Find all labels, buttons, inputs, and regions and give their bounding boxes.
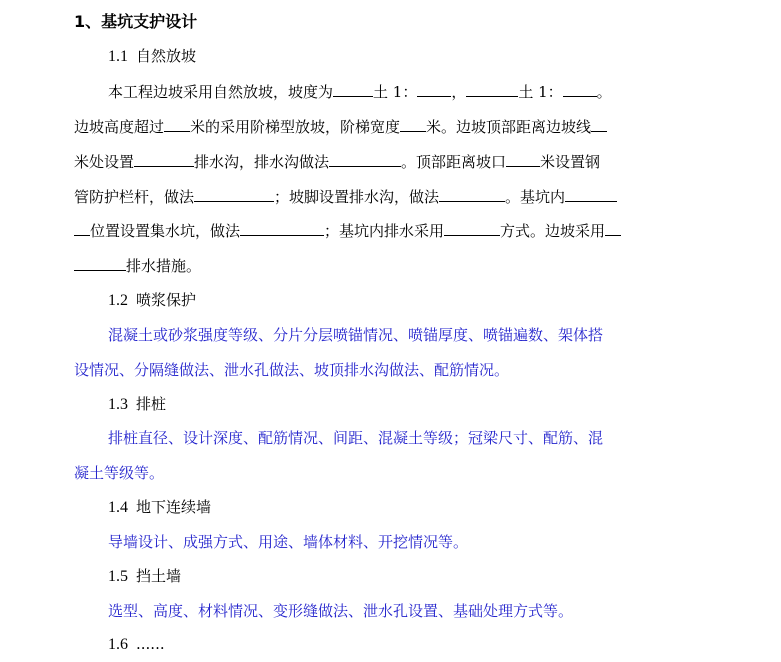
text-segment: 排水措施。: [126, 257, 202, 275]
fill-blank: [417, 82, 451, 97]
text-segment: 本工程边坡采用自然放坡，坡度为: [108, 83, 334, 101]
fill-blank: [563, 82, 597, 97]
subsection-number: 1.2: [108, 292, 128, 309]
blue-description-line: 导墙设计、成强方式、用途、墙体材料、开挖情况等。: [108, 533, 469, 551]
text-segment: 边坡高度超过: [74, 118, 165, 136]
subsection-label: 排桩: [136, 395, 167, 413]
text-segment: ；基坑内排水采用: [324, 222, 445, 240]
subsection-1-2-title: [108, 290, 196, 311]
subsection-1-4-title: [108, 497, 211, 518]
fill-blank: [466, 82, 518, 97]
subsection-number: 1.6: [108, 636, 128, 653]
subsection-label: 挡土墙: [136, 567, 182, 585]
paragraph-line: [108, 82, 612, 102]
fill-blank: [439, 187, 505, 202]
text-segment: 米设置钢: [540, 153, 601, 171]
subsection-number: 1.1: [108, 48, 128, 65]
section-heading: 1、基坑支护设计: [74, 12, 198, 31]
paragraph-line: [74, 152, 600, 172]
fill-blank: [591, 117, 607, 132]
fill-blank: [400, 117, 426, 132]
subsection-1-1-title: [108, 46, 196, 67]
fill-blank: [164, 117, 190, 132]
text-segment: 管防护栏杆，做法: [74, 188, 195, 206]
subsection-label: ......: [136, 635, 165, 653]
fill-blank: [565, 187, 617, 202]
text-segment: 位置设置集水坑，做法: [90, 222, 241, 240]
text-segment: ，: [451, 83, 467, 101]
subsection-number: 1.5: [108, 568, 128, 585]
text-segment: 排水沟，排水沟做法: [194, 153, 330, 171]
text-segment: 米。边坡顶部距离边坡线: [426, 118, 592, 136]
blue-description-line: 凝土等级等。: [74, 464, 165, 482]
subsection-1-5-title: [108, 566, 181, 587]
fill-blank: [333, 82, 373, 97]
text-segment: 米的采用阶梯型放坡，阶梯宽度: [190, 118, 401, 136]
text-segment: 土 1：: [518, 83, 563, 101]
fill-blank: [605, 221, 621, 236]
paragraph-line: [74, 187, 617, 207]
blue-description-line: 设情况、分隔缝做法、泄水孔做法、坡顶排水沟做法、配筋情况。: [74, 361, 510, 379]
subsection-label: 地下连续墙: [136, 498, 212, 516]
fill-blank: [74, 256, 126, 271]
fill-blank: [134, 152, 194, 167]
text-segment: ；坡脚设置排水沟，做法: [274, 188, 440, 206]
subsection-label: 自然放坡: [136, 47, 197, 65]
fill-blank: [444, 221, 500, 236]
fill-blank: [329, 152, 401, 167]
subsection-1-6-title: [108, 634, 165, 655]
text-segment: 。基坑内: [505, 188, 566, 206]
blue-description-line: 排桩直径、设计深度、配筋情况、间距、混凝土等级；冠梁尺寸、配筋、混: [108, 429, 604, 447]
blue-description-line: 混凝土或砂浆强度等级、分片分层喷锚情况、喷锚厚度、喷锚遍数、架体搭: [108, 326, 604, 344]
text-segment: 。顶部距离坡口: [401, 153, 507, 171]
text-segment: 土 1：: [373, 83, 418, 101]
paragraph-line: [74, 221, 621, 241]
fill-blank: [74, 221, 90, 236]
fill-blank: [240, 221, 324, 236]
subsection-number: 1.3: [108, 396, 128, 413]
paragraph-line: [74, 117, 607, 137]
paragraph-line: [74, 256, 201, 276]
subsection-label: 喷浆保护: [136, 291, 197, 309]
blue-description-line: 选型、高度、材料情况、变形缝做法、泄水孔设置、基础处理方式等。: [108, 602, 574, 620]
text-segment: 。: [596, 83, 612, 101]
subsection-number: 1.4: [108, 499, 128, 516]
text-segment: 米处设置: [74, 153, 135, 171]
fill-blank: [506, 152, 540, 167]
text-segment: 方式。边坡采用: [500, 222, 606, 240]
fill-blank: [194, 187, 274, 202]
subsection-1-3-title: [108, 394, 166, 415]
